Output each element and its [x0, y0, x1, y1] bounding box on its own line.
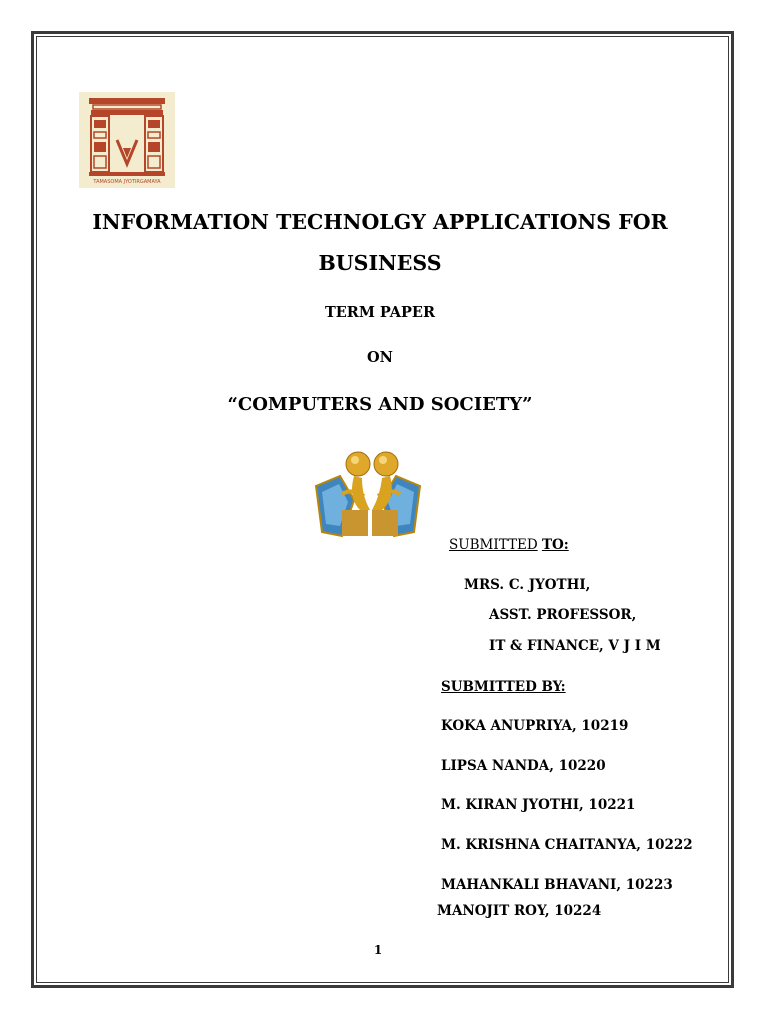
on-label: ON	[367, 349, 393, 366]
team-member: M. KRISHNA CHAITANYA, 10222	[441, 837, 693, 853]
team-member: MANOJIT ROY, 10224	[437, 903, 602, 919]
team-member: M. KIRAN JYOTHI, 10221	[441, 797, 636, 813]
computers-people-clipart	[312, 448, 424, 544]
team-member: KOKA ANUPRIYA, 10219	[441, 718, 629, 734]
guide-designation: ASST. PROFESSOR,	[489, 607, 637, 623]
submitted-by-heading: SUBMITTED BY:	[441, 679, 566, 695]
svg-text:TAMASOMA JYOTIRGAMAYA: TAMASOMA JYOTIRGAMAYA	[93, 179, 161, 185]
team-member: LIPSA NANDA, 10220	[441, 758, 606, 774]
institution-logo	[79, 92, 175, 188]
paper-title-line-1: INFORMATION TECHNOLGY APPLICATIONS FOR	[92, 210, 668, 234]
paper-topic: “COMPUTERS AND SOCIETY”	[227, 394, 533, 415]
team-member: MAHANKALI BHAVANI, 10223	[441, 877, 673, 893]
submitted-to-heading-word2: TO:	[541, 537, 569, 553]
guide-name: MRS. C. JYOTHI,	[464, 577, 591, 593]
submitted-to-heading	[449, 537, 569, 553]
temple-gateway-icon	[79, 92, 175, 188]
page-number: 1	[373, 943, 383, 957]
two-people-computer-icon	[312, 448, 424, 544]
paper-title-line-2: BUSINESS	[318, 251, 442, 275]
guide-department: IT & FINANCE, V J I M	[489, 638, 661, 654]
submitted-to-heading-word1: SUBMITTED	[449, 537, 538, 553]
term-paper-label: TERM PAPER	[324, 304, 436, 321]
